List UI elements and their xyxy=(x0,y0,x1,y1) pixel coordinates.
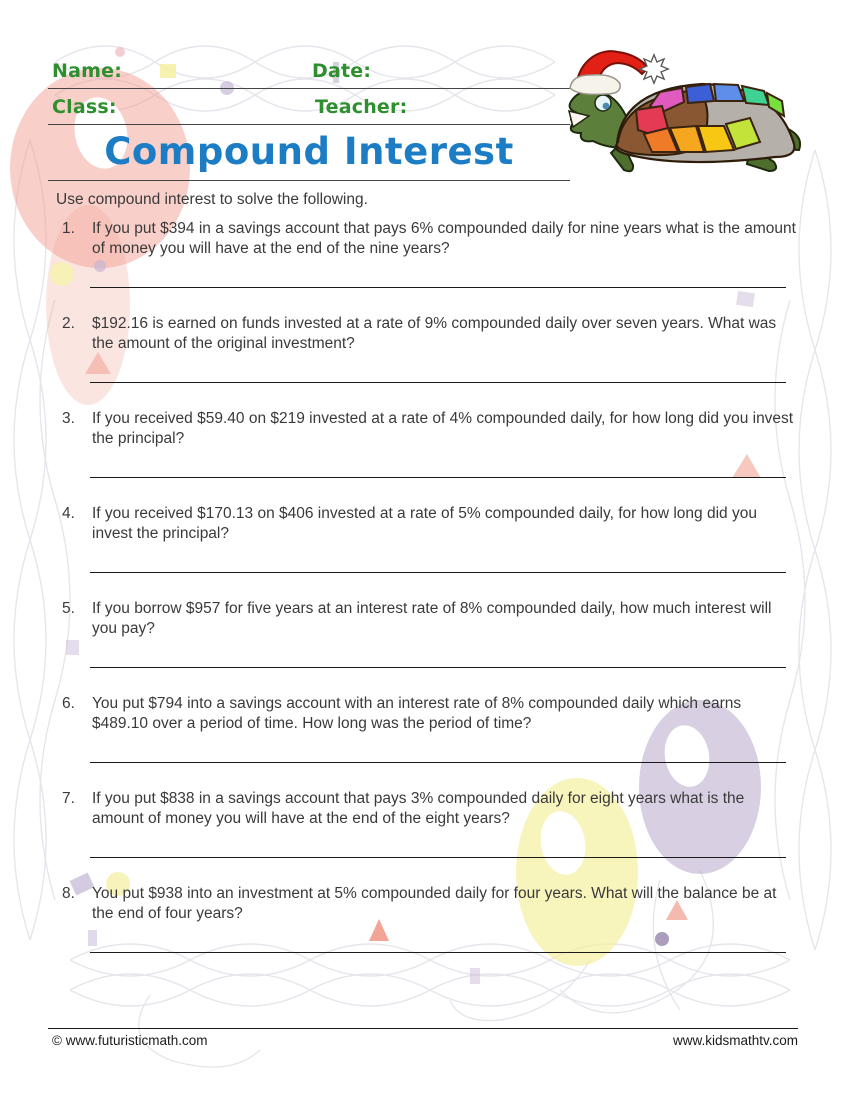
title-underline xyxy=(48,180,570,181)
santa-turtle-icon xyxy=(562,44,802,180)
answer-line xyxy=(90,572,786,573)
question-text: You put $938 into an investment at 5% compounded daily for four years. What will the balance be at the end of four years? xyxy=(92,885,777,922)
question-number: 6. xyxy=(62,695,75,712)
answer-line xyxy=(90,857,786,858)
question-text: You put $794 into a savings account with an interest rate of 8% compounded daily which earns $489.10 over a period of time. How long was the period of time? xyxy=(92,695,742,732)
answer-line xyxy=(90,952,786,953)
question-row xyxy=(62,314,804,353)
question-text: If you received $59.40 on $219 invested at a rate of 4% compounded daily, for how long did you invest the principal? xyxy=(92,410,794,447)
name-date-line xyxy=(48,88,570,89)
answer-line xyxy=(90,477,786,478)
question-number: 2. xyxy=(62,315,75,332)
footer-copyright: © www.futuristicmath.com xyxy=(52,1033,208,1048)
teacher-label: Teacher: xyxy=(315,96,408,118)
footer-site-link: www.kidsmathtv.com xyxy=(672,1033,798,1048)
question-number: 1. xyxy=(62,220,75,237)
question-text: If you received $170.13 on $406 invested at a rate of 5% compounded daily, for how long did you invest the principal? xyxy=(92,505,757,542)
question-text: If you put $394 in a savings account that pays 6% compounded daily for nine years what is the amount of money you will have at the end of the nine years? xyxy=(92,220,796,257)
answer-line xyxy=(90,287,786,288)
question-text: If you borrow $957 for five years at an interest rate of 8% compounded daily, how much interest will you pay? xyxy=(92,600,772,637)
answer-line xyxy=(90,667,786,668)
page-title: Compound Interest xyxy=(104,130,514,173)
question-number: 4. xyxy=(62,505,75,522)
footer-divider xyxy=(48,1028,798,1029)
answer-line xyxy=(90,382,786,383)
question-text: $192.16 is earned on funds invested at a rate of 9% compounded daily over seven years. What was the amount of the original investment? xyxy=(92,315,777,352)
christmas-turtle-image xyxy=(562,44,802,180)
date-label: Date: xyxy=(312,60,372,82)
question-number: 3. xyxy=(62,410,75,427)
question-number: 8. xyxy=(62,885,75,902)
answer-line xyxy=(90,762,786,763)
instruction-text: Use compound interest to solve the following. xyxy=(56,191,368,208)
question-text: If you put $838 in a savings account that pays 3% compounded daily for eight years what is the amount of money you will have at the end of the eight years? xyxy=(92,790,745,827)
question-row xyxy=(62,599,804,638)
question-row xyxy=(62,694,804,733)
question-row xyxy=(62,789,804,828)
question-row xyxy=(62,219,804,258)
question-number: 7. xyxy=(62,790,75,807)
question-row xyxy=(62,884,804,923)
name-label: Name: xyxy=(52,60,123,82)
class-label: Class: xyxy=(52,96,117,118)
question-number: 5. xyxy=(62,600,75,617)
question-row xyxy=(62,504,804,543)
question-row xyxy=(62,409,804,448)
class-teacher-line xyxy=(48,124,570,125)
